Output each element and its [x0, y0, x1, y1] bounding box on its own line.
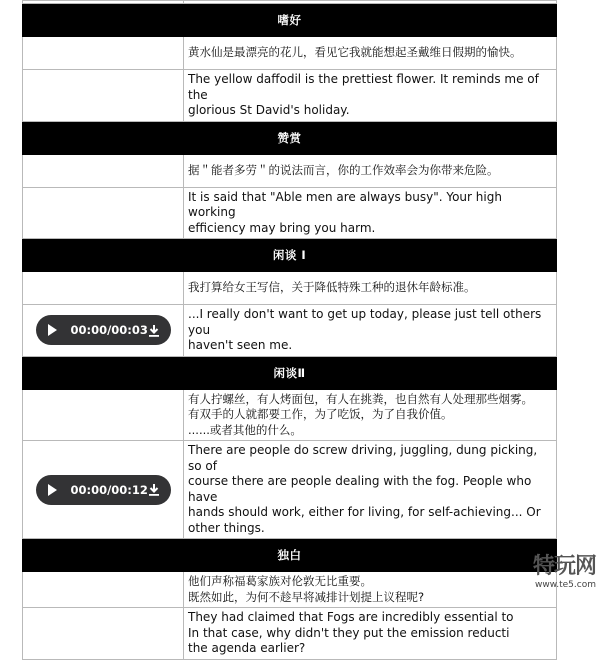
audio-line-row	[23, 441, 557, 539]
audio-cell	[23, 305, 184, 357]
watermark-logo	[533, 549, 596, 590]
text-line-row	[23, 608, 557, 660]
empty-cell	[23, 572, 184, 608]
line-text: 有双手的人就都要工作，为了吃饭，为了自我价值。	[188, 407, 453, 421]
english-line-cell	[184, 70, 557, 122]
empty-cell	[23, 272, 184, 305]
empty-cell	[23, 37, 184, 70]
chinese-line-cell	[184, 37, 557, 70]
text-line-row	[23, 70, 557, 122]
line-text: 我打算给女王写信，关于降低特殊工种的退休年龄标准。	[188, 280, 476, 295]
text-line-row	[23, 272, 557, 305]
section-title: 闲谈 I	[23, 239, 557, 272]
chinese-line-cell	[184, 154, 557, 187]
chinese-line-cell	[184, 389, 557, 441]
line-text: ......或者其他的什么。	[188, 422, 302, 437]
line-text: 有人拧螺丝，有人烤面包，有人在挑粪，也自然有人处理那些烟雾。	[188, 391, 533, 406]
line-text: 他们声称福葛家族对伦敦无比重要。	[188, 574, 372, 588]
play-icon[interactable]	[48, 484, 57, 496]
english-line-cell	[184, 441, 557, 539]
line-text: In that case, why didn't they put the emission reducti	[188, 625, 510, 640]
audio-time: 00:00/00:03	[70, 323, 148, 338]
audio-cell	[23, 441, 184, 539]
audio-player[interactable]	[36, 475, 171, 505]
watermark-brand: 特玩网	[532, 554, 596, 579]
line-text: efficiency may bring you harm.	[188, 220, 376, 235]
empty-cell	[23, 187, 184, 239]
section-header-row	[23, 121, 557, 154]
line-text: 既然如此，为何不趁早将减排计划提上议程呢?	[188, 589, 425, 604]
line-text: the agenda earlier?	[188, 641, 306, 655]
audio-player[interactable]	[36, 315, 171, 345]
empty-cell	[23, 389, 184, 441]
section-title: 独白	[23, 539, 557, 572]
download-icon[interactable]	[148, 323, 161, 337]
line-text: ...I really don't want to get up today, please just tell others you	[188, 307, 542, 337]
download-icon[interactable]	[148, 483, 161, 497]
english-line-cell	[184, 305, 557, 357]
text-line-row	[23, 37, 557, 70]
empty-cell	[23, 154, 184, 187]
line-text: It is said that "Able men are always busy". Your high working	[188, 189, 502, 219]
line-text: The yellow daffodil is the prettiest flower. It reminds me of the	[188, 72, 539, 102]
audio-line-row	[23, 305, 557, 357]
english-line-cell	[184, 187, 557, 239]
line-text: 黄水仙是最漂亮的花儿，看见它我就能想起圣戴维日假期的愉快。	[188, 45, 522, 60]
empty-cell	[23, 608, 184, 660]
english-line-cell	[184, 608, 557, 660]
text-line-row	[23, 187, 557, 239]
chinese-line-cell	[184, 572, 557, 608]
line-text: course there are people dealing with the fog. People who have	[188, 474, 532, 504]
section-title: 赞赏	[23, 121, 557, 154]
line-text: other things.	[188, 520, 265, 535]
section-title: 嗜好	[23, 4, 557, 37]
line-text: glorious St David's holiday.	[188, 103, 350, 117]
line-text: They had claimed that Fogs are incredibly essential to	[188, 610, 514, 624]
section-header-row	[23, 356, 557, 389]
play-icon[interactable]	[48, 324, 57, 336]
empty-cell	[23, 70, 184, 122]
section-header-row	[23, 539, 557, 572]
chinese-line-cell	[184, 272, 557, 305]
watermark-url: www.te5.com	[535, 580, 596, 590]
text-line-row	[23, 389, 557, 441]
text-line-row	[23, 154, 557, 187]
section-header-row	[23, 239, 557, 272]
line-text: haven't seen me.	[188, 338, 293, 352]
audio-time: 00:00/00:12	[70, 482, 148, 497]
text-line-row	[23, 572, 557, 608]
section-title: 闲谈Ⅱ	[23, 356, 557, 389]
line-text: 据＂能者多劳＂的说法而言，你的工作效率会为你带来危险。	[188, 162, 499, 177]
line-text: There are people do screw driving, juggling, dung picking, so of	[188, 443, 538, 473]
voice-lines-table	[22, 0, 556, 660]
section-header-row	[23, 4, 557, 37]
line-text: hands should work, either for living, for self-achieving... Or	[188, 505, 541, 519]
